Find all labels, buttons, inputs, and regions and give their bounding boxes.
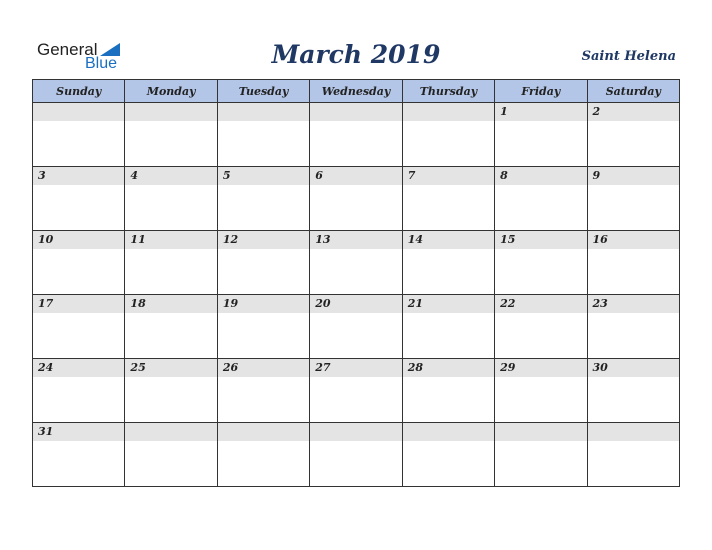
day-cell xyxy=(587,103,679,167)
day-number: 3 xyxy=(33,167,124,185)
day-number xyxy=(33,103,124,121)
day-number: 12 xyxy=(218,231,309,249)
day-number: 23 xyxy=(588,295,679,313)
region-label: Saint Helena xyxy=(581,49,676,64)
day-cell xyxy=(402,167,494,231)
day-number xyxy=(125,103,216,121)
weekday-monday: Monday xyxy=(125,80,217,103)
day-cell xyxy=(125,103,217,167)
day-cell xyxy=(495,167,587,231)
day-number xyxy=(218,103,309,121)
day-number: 5 xyxy=(218,167,309,185)
day-cell xyxy=(125,231,217,295)
day-number: 30 xyxy=(588,359,679,377)
day-cell xyxy=(402,103,494,167)
day-cell xyxy=(495,295,587,359)
day-number: 2 xyxy=(588,103,679,121)
day-cell xyxy=(125,167,217,231)
week-row xyxy=(33,423,680,487)
day-cell xyxy=(33,359,125,423)
day-cell xyxy=(587,231,679,295)
day-cell xyxy=(125,359,217,423)
weekday-friday: Friday xyxy=(495,80,587,103)
day-number: 9 xyxy=(588,167,679,185)
day-cell xyxy=(310,231,402,295)
day-number xyxy=(310,423,401,441)
day-cell xyxy=(402,423,494,487)
day-cell xyxy=(495,231,587,295)
day-number: 6 xyxy=(310,167,401,185)
day-number: 8 xyxy=(495,167,586,185)
day-cell xyxy=(587,295,679,359)
day-cell xyxy=(402,295,494,359)
day-number: 15 xyxy=(495,231,586,249)
day-cell xyxy=(587,423,679,487)
day-number: 18 xyxy=(125,295,216,313)
day-number: 20 xyxy=(310,295,401,313)
day-cell xyxy=(217,103,309,167)
logo-text-blue: Blue xyxy=(85,55,118,72)
day-number: 17 xyxy=(33,295,124,313)
week-row xyxy=(33,359,680,423)
day-cell xyxy=(495,423,587,487)
day-number: 7 xyxy=(403,167,494,185)
day-number: 28 xyxy=(403,359,494,377)
day-cell xyxy=(217,295,309,359)
logo-text-general: General xyxy=(37,40,98,59)
day-number: 14 xyxy=(403,231,494,249)
day-number xyxy=(403,103,494,121)
week-row xyxy=(33,295,680,359)
week-row xyxy=(33,231,680,295)
day-cell xyxy=(33,167,125,231)
day-cell xyxy=(217,167,309,231)
day-number xyxy=(495,423,586,441)
week-row xyxy=(33,167,680,231)
day-number: 27 xyxy=(310,359,401,377)
day-cell xyxy=(402,231,494,295)
day-cell xyxy=(33,423,125,487)
day-number: 26 xyxy=(218,359,309,377)
day-cell xyxy=(495,359,587,423)
day-number xyxy=(218,423,309,441)
day-cell xyxy=(33,295,125,359)
day-number xyxy=(403,423,494,441)
weekday-wednesday: Wednesday xyxy=(310,80,402,103)
day-number: 29 xyxy=(495,359,586,377)
day-number xyxy=(125,423,216,441)
day-cell xyxy=(587,167,679,231)
day-number: 25 xyxy=(125,359,216,377)
day-cell xyxy=(33,103,125,167)
day-cell xyxy=(310,295,402,359)
day-number: 24 xyxy=(33,359,124,377)
day-cell xyxy=(495,103,587,167)
day-cell xyxy=(217,359,309,423)
day-cell xyxy=(310,103,402,167)
day-number: 1 xyxy=(495,103,586,121)
day-number: 22 xyxy=(495,295,586,313)
day-number: 21 xyxy=(403,295,494,313)
day-cell xyxy=(587,359,679,423)
day-cell xyxy=(33,231,125,295)
day-cell xyxy=(217,231,309,295)
day-number xyxy=(588,423,679,441)
day-cell xyxy=(310,359,402,423)
day-number: 13 xyxy=(310,231,401,249)
weekday-thursday: Thursday xyxy=(402,80,494,103)
calendar-title: March 2019 xyxy=(271,40,441,69)
day-number: 16 xyxy=(588,231,679,249)
day-cell xyxy=(402,359,494,423)
weekday-sunday: Sunday xyxy=(33,80,125,103)
day-cell xyxy=(310,423,402,487)
weekday-saturday: Saturday xyxy=(587,80,679,103)
weekday-tuesday: Tuesday xyxy=(217,80,309,103)
calendar-grid xyxy=(32,79,680,487)
day-number: 4 xyxy=(125,167,216,185)
day-cell xyxy=(125,423,217,487)
day-cell xyxy=(125,295,217,359)
day-number xyxy=(310,103,401,121)
day-number: 11 xyxy=(125,231,216,249)
weekday-header-row xyxy=(33,80,680,103)
week-row xyxy=(33,103,680,167)
day-number: 10 xyxy=(33,231,124,249)
day-cell xyxy=(217,423,309,487)
day-cell xyxy=(310,167,402,231)
day-number: 31 xyxy=(33,423,124,441)
day-number: 19 xyxy=(218,295,309,313)
